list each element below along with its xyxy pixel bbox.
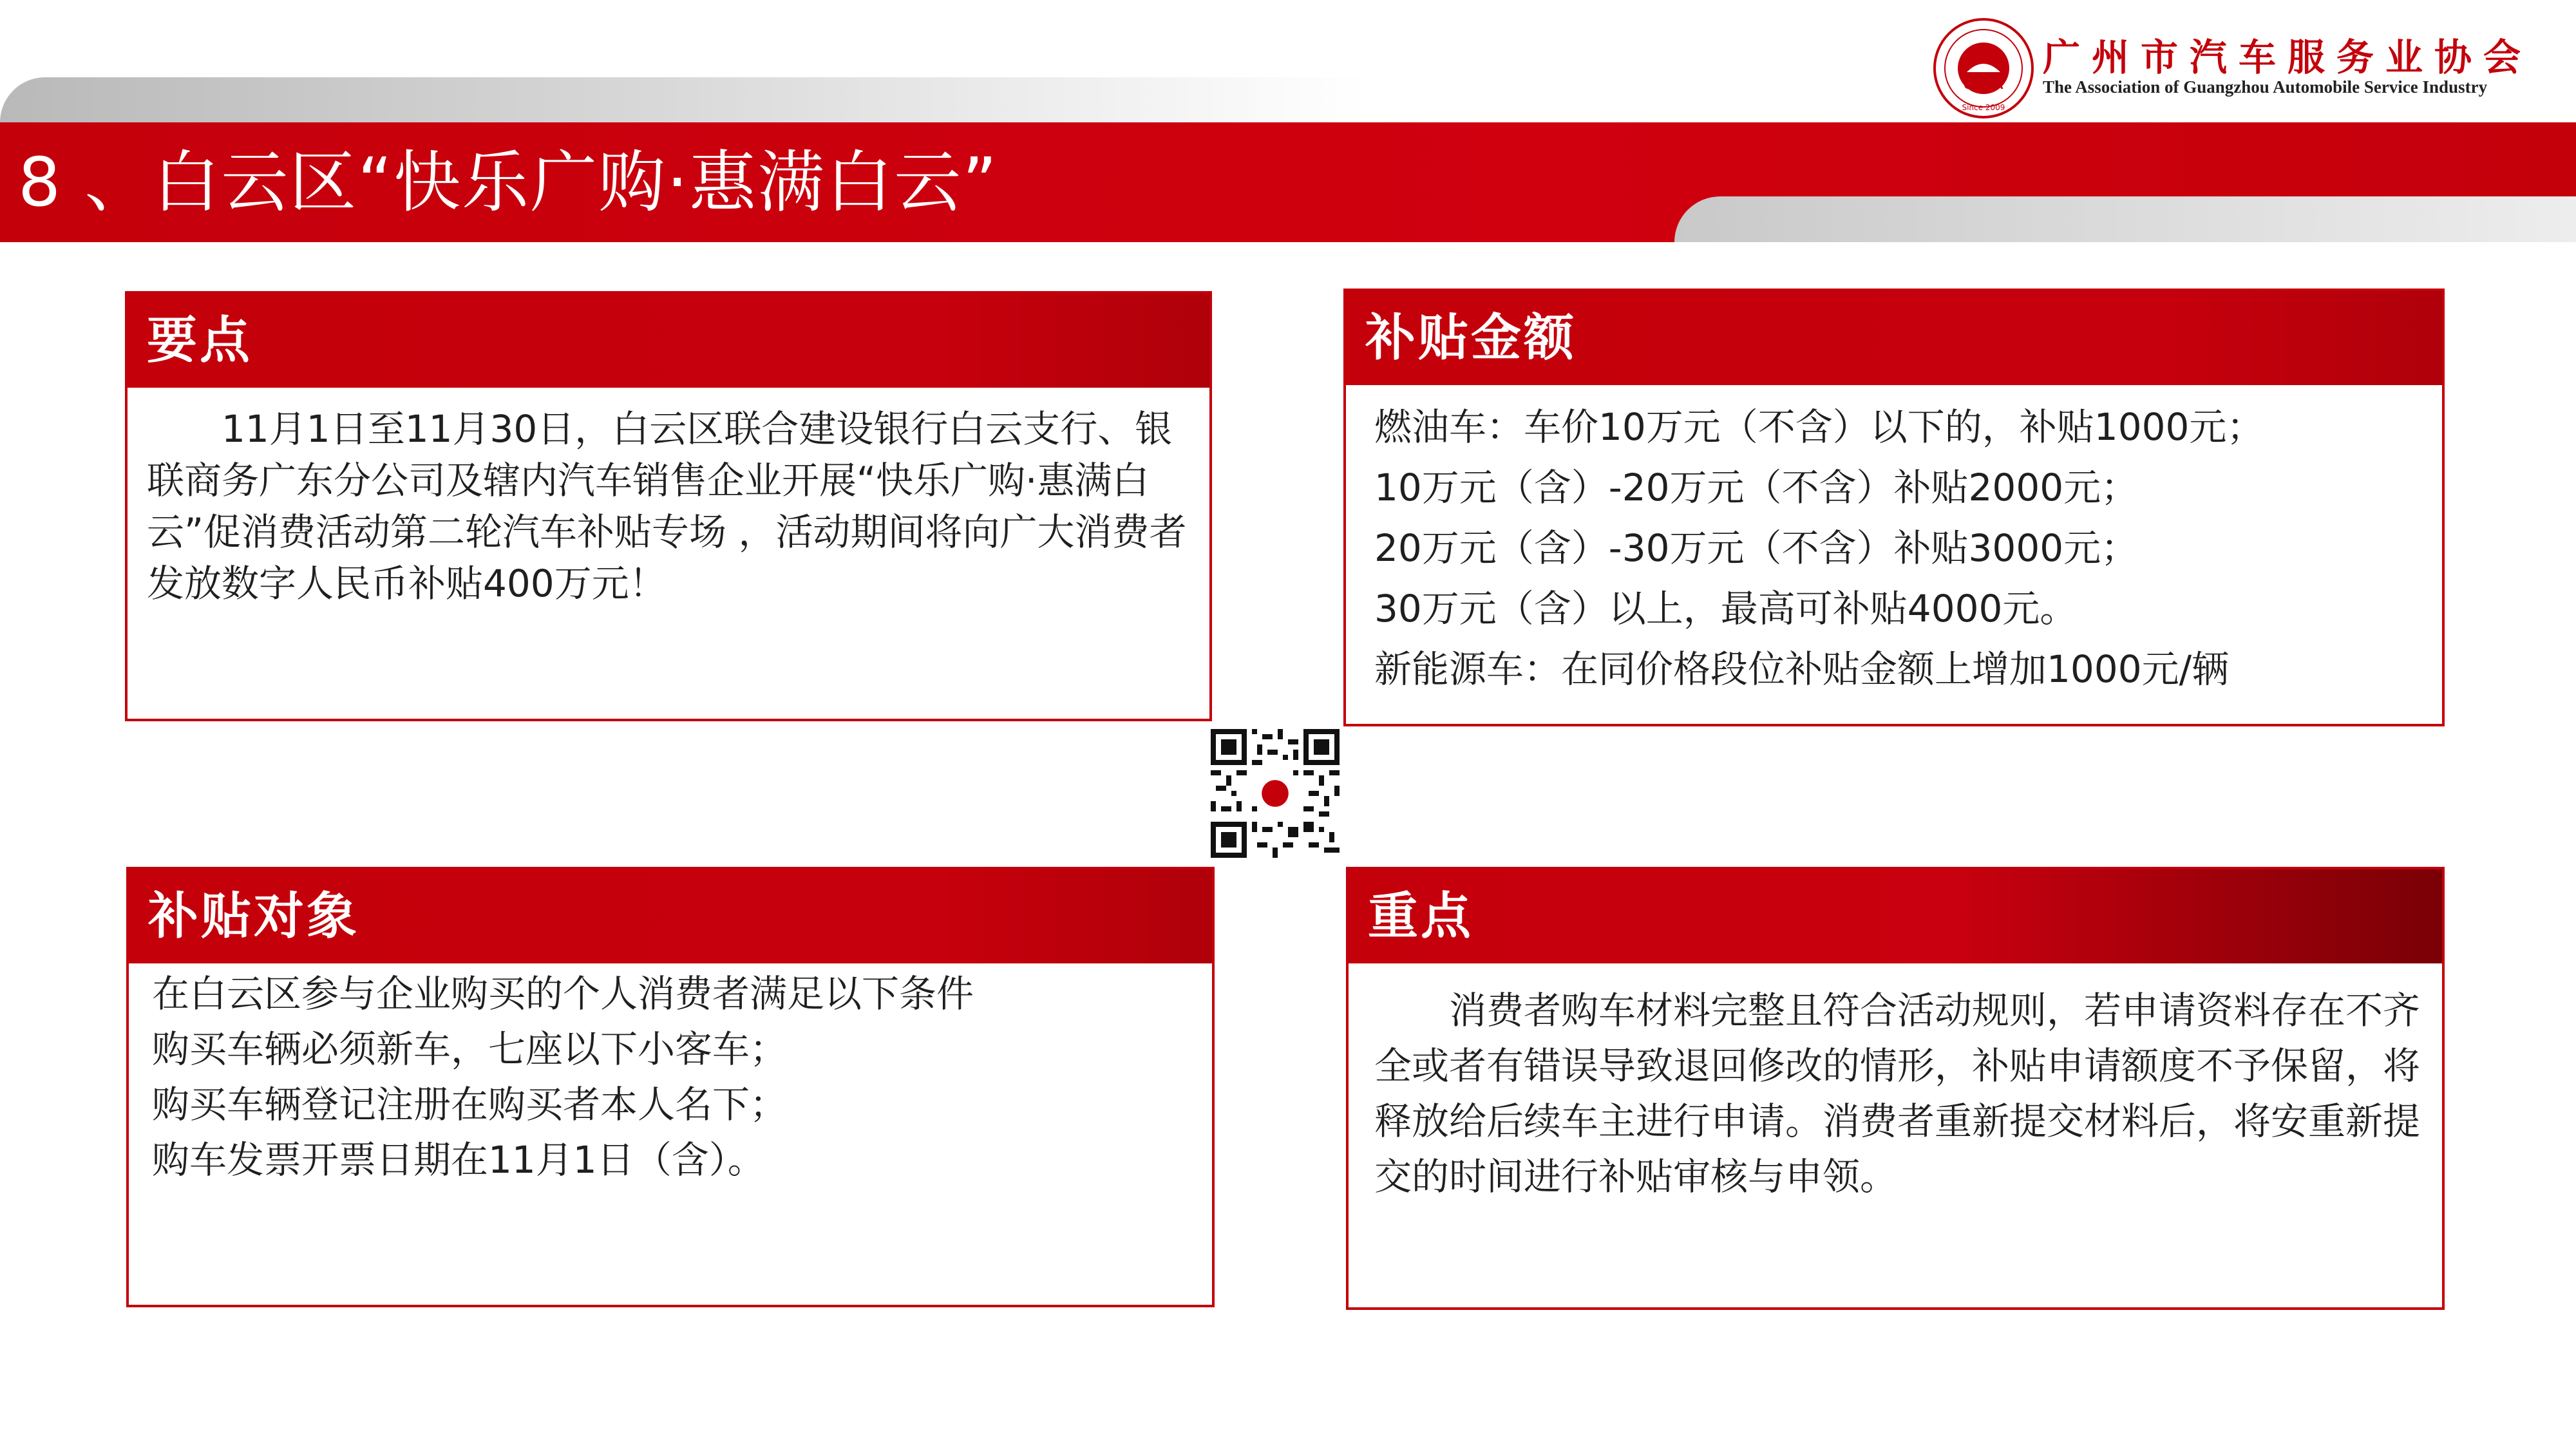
subsidy-target-line: 购买车辆登记注册在购买者本人名下； (152, 1083, 788, 1126)
logo-english-name: The Association of Guangzhou Automobile Service Industry (2043, 77, 2488, 97)
card-subsidy-amount-body (1346, 397, 2442, 699)
subsidy-target-line: 购车发票开票日期在11月1日（含）。 (152, 1138, 765, 1182)
card-subsidy-target-title: 补贴对象 (129, 869, 1212, 963)
subsidy-amount-line: 10万元（含）-20万元（不含）补贴2000元； (1374, 466, 2139, 509)
logo-since-text: Since 2009 (1962, 103, 2005, 112)
key-points-text: 11月1日至11月30日，白云区联合建设银行白云支行、银联商务广东分公司及辖内汽车销售企业开展“快乐广购·惠满白云”促消费活动第二轮汽车补贴专场 ，活动期间将向广大消费者发放数字人民币补贴400万元！ (147, 407, 1187, 605)
card-focus (1346, 867, 2445, 1310)
header-grey-strip (0, 77, 1365, 122)
card-subsidy-target-body (129, 966, 1212, 1188)
card-focus-body (1349, 983, 2442, 1204)
subsidy-amount-line: 新能源车：在同价格段位补贴金额上增加1000元/辆 (1374, 647, 2230, 691)
gzasa-logo-icon (1932, 17, 2035, 120)
subsidy-amount-line: 燃油车：车价10万元（不含）以下的，补贴1000元； (1374, 405, 2264, 449)
subsidy-target-line: 购买车辆必须新车，七座以下小客车； (152, 1027, 788, 1071)
title-bar-curve (1674, 196, 2576, 242)
association-logo (1932, 17, 2576, 113)
logo-seal-text: GZASA (1964, 79, 2003, 91)
card-subsidy-amount (1343, 289, 2445, 726)
logo-chinese-name: 广州市汽车服务业协会 (2043, 35, 2533, 79)
card-key-points-body (128, 403, 1209, 609)
card-key-points-title: 要点 (128, 294, 1209, 388)
subsidy-amount-line: 30万元（含）以上，最高可补贴4000元。 (1374, 587, 2078, 630)
qr-code-icon (1211, 729, 1340, 858)
card-subsidy-amount-title: 补贴金额 (1346, 291, 2442, 385)
focus-text: 消费者购车材料完整且符合活动规则，若申请资料存在不齐全或者有错误导致退回修改的情形，补贴申请额度不予保留，将释放给后续车主进行申请。消费者重新提交材料后，将安重新提交的时间进行补贴审核与申领。 (1374, 989, 2421, 1198)
subsidy-target-line: 在白云区参与企业购买的个人消费者满足以下条件 (152, 972, 974, 1016)
subsidy-amount-line: 20万元（含）-30万元（不含）补贴3000元； (1374, 526, 2139, 570)
card-subsidy-target (126, 867, 1215, 1307)
card-focus-title: 重点 (1349, 869, 2442, 963)
page-title: 8 、白云区“快乐广购·惠满白云” (18, 143, 999, 222)
card-key-points (125, 291, 1212, 721)
